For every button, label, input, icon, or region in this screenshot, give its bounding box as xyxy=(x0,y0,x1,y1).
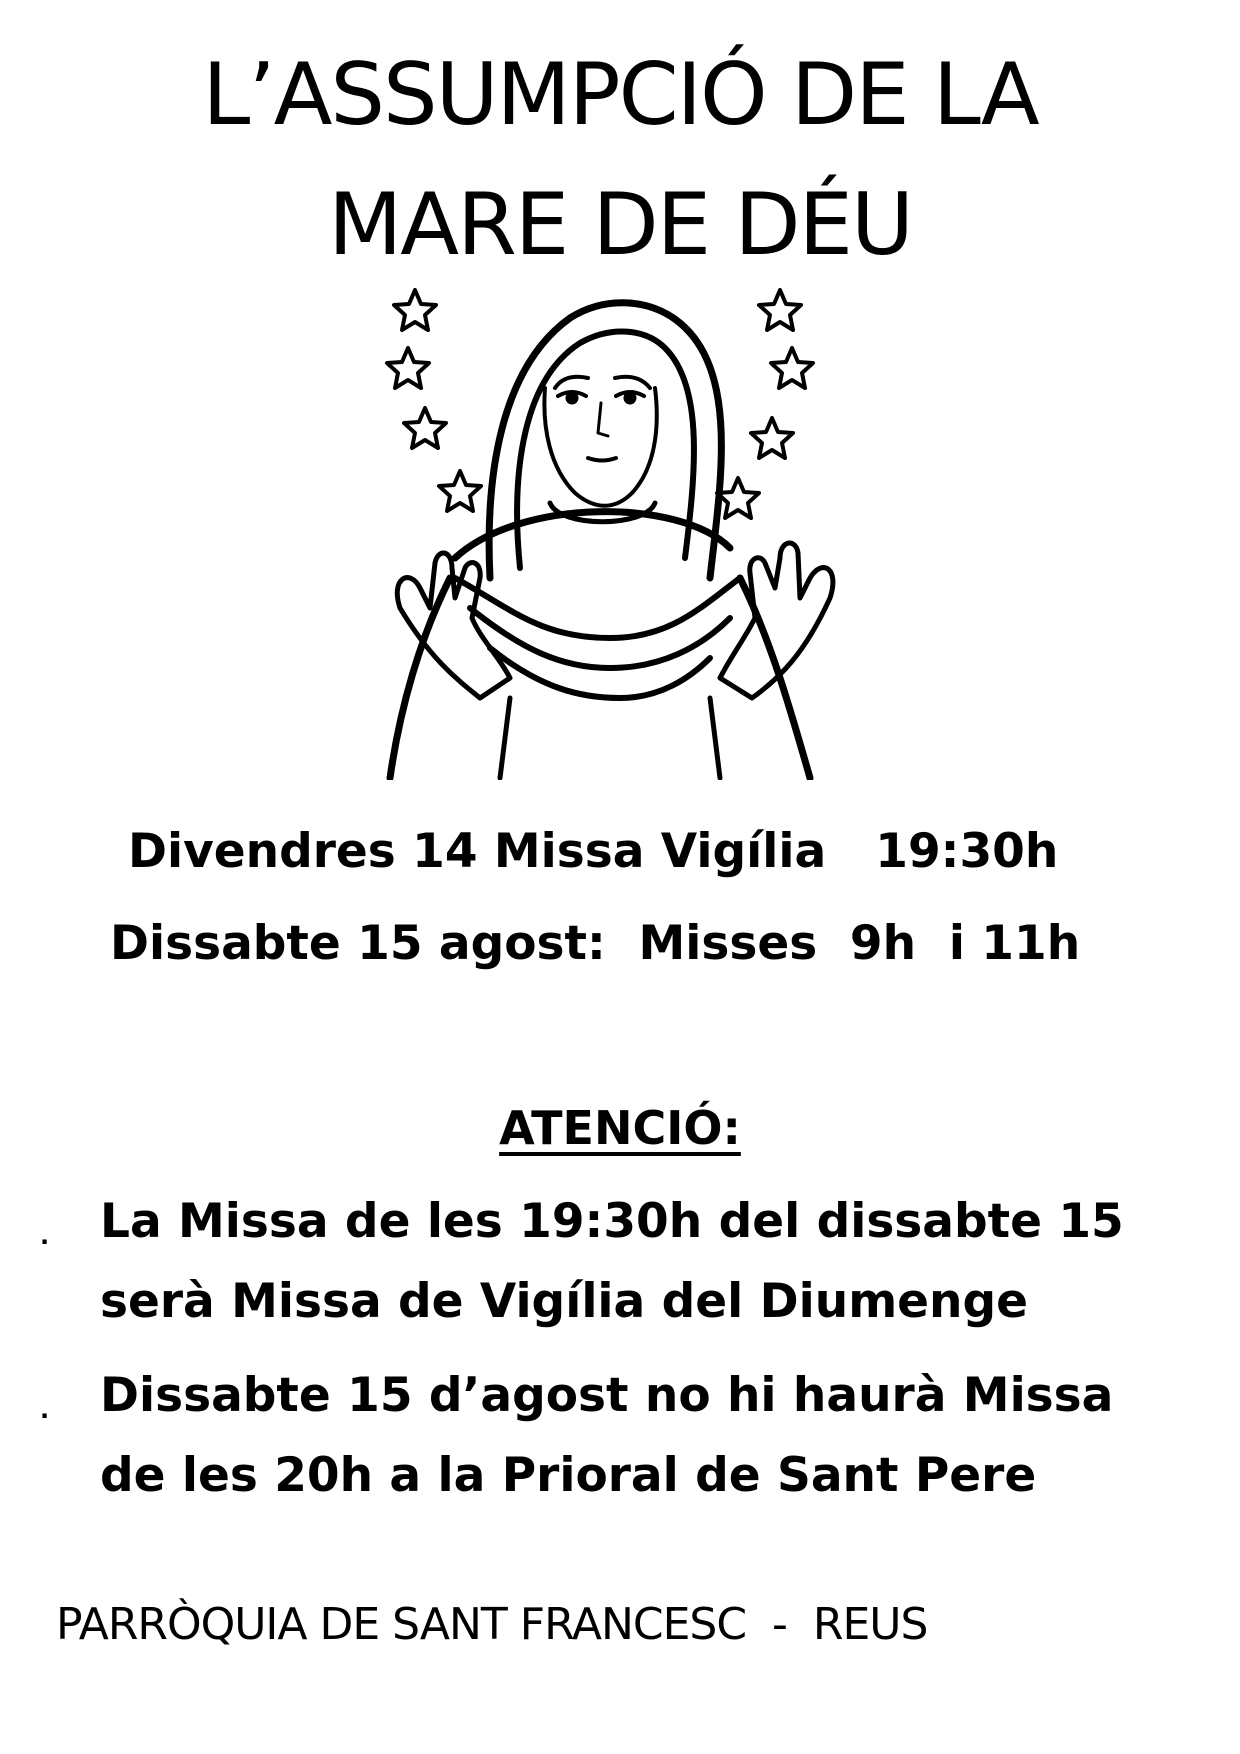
notice-1-line-2: serà Missa de Vigília del Diumenge xyxy=(100,1274,1029,1329)
star-icon xyxy=(771,348,813,388)
star-icon xyxy=(751,418,793,458)
schedule-line-2: Dissabte 15 agost: Misses 9h i 11h xyxy=(110,916,1081,971)
star-icon xyxy=(439,471,481,511)
title-line-1: L’ASSUMPCIÓ DE LA xyxy=(202,45,1038,145)
bullet-icon: . xyxy=(40,1396,50,1424)
star-icon xyxy=(404,408,446,448)
notice-2-line-1: Dissabte 15 d’agost no hi haurà Missa xyxy=(100,1368,1114,1423)
title-line-2: MARE DE DÉU xyxy=(328,175,912,275)
star-icon xyxy=(394,290,436,330)
notice-2-line-2: de les 20h a la Prioral de Sant Pere xyxy=(100,1448,1037,1503)
schedule-line-1: Divendres 14 Missa Vigília 19:30h xyxy=(128,824,1059,879)
virgin-mary-with-stars-icon xyxy=(360,278,870,780)
bullet-icon: . xyxy=(40,1222,50,1250)
notice-1-line-1: La Missa de les 19:30h del dissabte 15 xyxy=(100,1194,1124,1249)
star-icon xyxy=(759,290,801,330)
parish-footer: PARRÒQUIA DE SANT FRANCESC - REUS xyxy=(56,1599,928,1650)
attention-heading: ATENCIÓ: xyxy=(499,1101,741,1155)
star-icon xyxy=(387,348,429,388)
